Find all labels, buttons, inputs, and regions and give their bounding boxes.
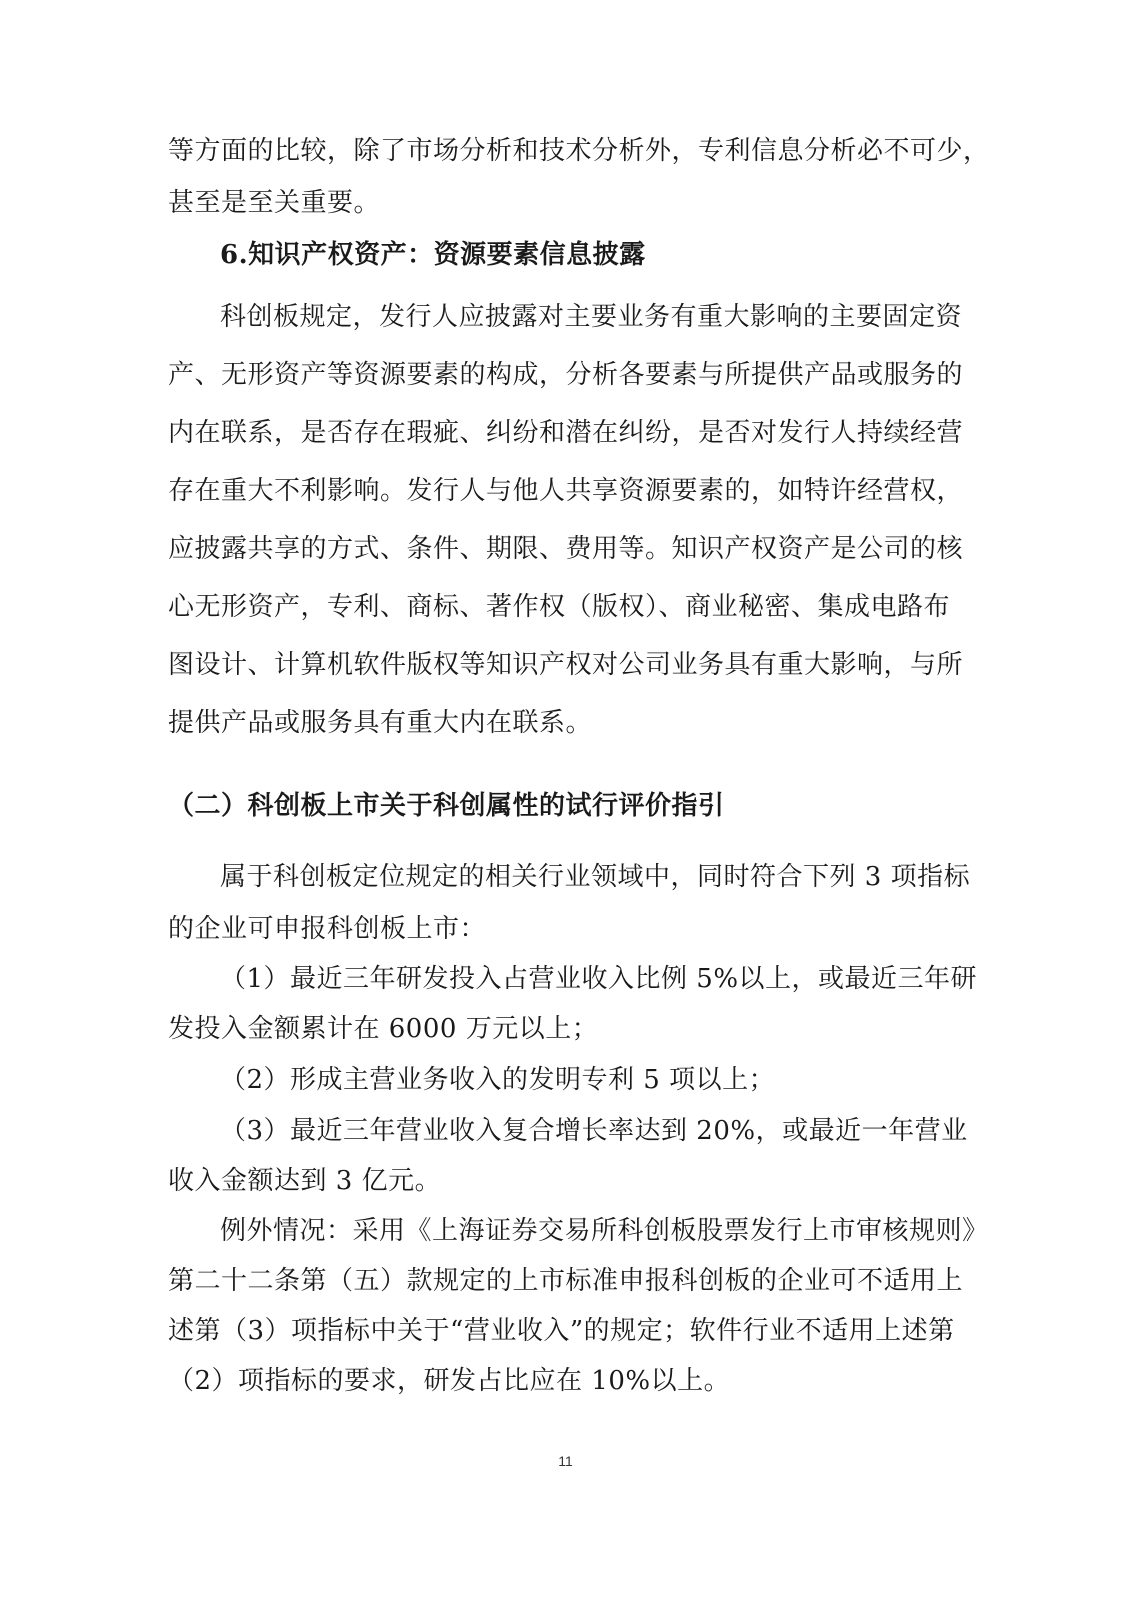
paragraph-line: 属于科创板定位规定的相关行业领域中，同时符合下列 3 项指标 bbox=[220, 862, 971, 892]
subsection-heading: 6.知识产权资产：资源要素信息披露 bbox=[220, 240, 646, 270]
list-item-line: 发投入金额累计在 6000 万元以上； bbox=[168, 1014, 599, 1044]
paragraph-line: 等方面的比较，除了市场分析和技术分析外，专利信息分析必不可少， bbox=[168, 136, 990, 166]
page-number: 11 bbox=[558, 1453, 573, 1469]
section-heading: （二）科创板上市关于科创属性的试行评价指引 bbox=[168, 791, 725, 821]
paragraph-line: 第二十二条第（五）款规定的上市标准申报科创板的企业可不适用上 bbox=[168, 1266, 964, 1296]
paragraph-line: （2）项指标的要求，研发占比应在 10%以上。 bbox=[168, 1366, 731, 1396]
paragraph-line: 应披露共享的方式、条件、期限、费用等。知识产权资产是公司的核 bbox=[168, 534, 964, 564]
paragraph-line: 甚至是至关重要。 bbox=[168, 188, 381, 218]
paragraph-line: 图设计、计算机软件版权等知识产权对公司业务具有重大影响，与所 bbox=[168, 650, 964, 680]
paragraph-line: 述第（3）项指标中关于“营业收入”的规定；软件行业不适用上述第 bbox=[168, 1316, 955, 1346]
list-item-line: （3）最近三年营业收入复合增长率达到 20%，或最近一年营业 bbox=[220, 1116, 968, 1146]
paragraph-line: 存在重大不利影响。发行人与他人共享资源要素的，如特许经营权， bbox=[168, 476, 964, 506]
list-item-line: （2）形成主营业务收入的发明专利 5 项以上； bbox=[220, 1065, 776, 1095]
paragraph-line: 心无形资产，专利、商标、著作权（版权）、商业秘密、集成电路布 bbox=[168, 592, 951, 622]
paragraph-line: 科创板规定，发行人应披露对主要业务有重大影响的主要固定资 bbox=[220, 302, 963, 332]
paragraph-line: 内在联系，是否存在瑕疵、纠纷和潜在纠纷，是否对发行人持续经营 bbox=[168, 418, 964, 448]
paragraph-line: 提供产品或服务具有重大内在联系。 bbox=[168, 708, 593, 738]
paragraph-line: 产、无形资产等资源要素的构成，分析各要素与所提供产品或服务的 bbox=[168, 360, 964, 390]
list-item-line: 收入金额达到 3 亿元。 bbox=[168, 1166, 442, 1196]
list-item-line: （1）最近三年研发投入占营业收入比例 5%以上，或最近三年研 bbox=[220, 964, 978, 994]
paragraph-line: 的企业可申报科创板上市： bbox=[168, 914, 487, 944]
paragraph-line: 例外情况：采用《上海证券交易所科创板股票发行上市审核规则》 bbox=[220, 1216, 989, 1246]
